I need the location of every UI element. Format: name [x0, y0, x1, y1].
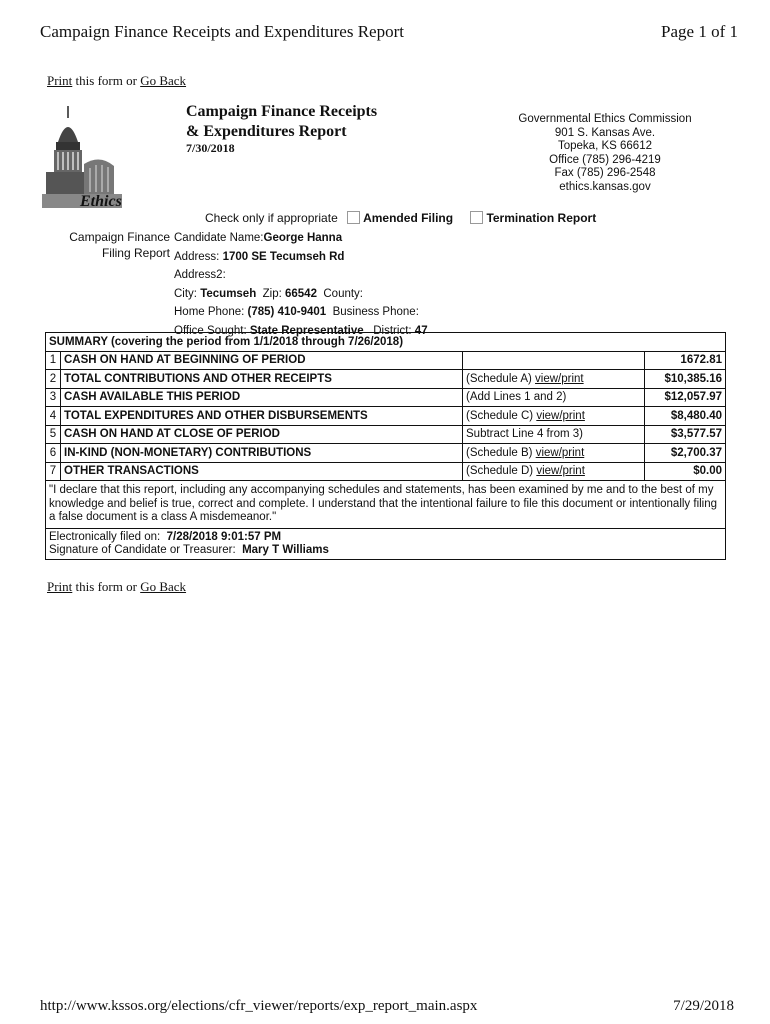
declaration-text: "I declare that this report, including any accompanying schedules and statements, has been examined by me and to the best of my knowledge and belief is true, correct and complete. I understand that the intentional failure to file this document or intentionally filing a false document is a class A misdemeanor."	[46, 481, 726, 529]
browser-print-footer-url: http://www.kssos.org/elections/cfr_viewer/reports/exp_report_main.aspx	[40, 998, 478, 1014]
candidate-name-label: Candidate Name:	[174, 232, 264, 244]
filing-signature-block	[46, 528, 726, 559]
summary-line-amount: 1672.81	[645, 351, 726, 370]
summary-line-reference	[463, 444, 645, 463]
agency-address-block	[500, 113, 710, 194]
browser-print-footer-date: 7/29/2018	[673, 998, 734, 1014]
candidate-city: Tecumseh	[200, 287, 257, 300]
side-label-line-2: Filing Report	[101, 246, 170, 260]
county-label: County:	[323, 287, 364, 300]
summary-header-row	[46, 333, 726, 352]
browser-print-page-number: Page 1 of 1	[661, 22, 738, 41]
report-date: 7/30/2018	[186, 141, 235, 155]
print-nav-bottom	[47, 579, 186, 595]
side-label-line-1: Campaign Finance	[69, 230, 170, 244]
summary-line-amount: $10,385.16	[645, 370, 726, 389]
summary-line-reference	[463, 388, 645, 407]
report-title	[186, 102, 377, 142]
schedule-reference-text: (Add Lines 1 and 2)	[466, 391, 567, 404]
view-print-link[interactable]: view/print	[535, 446, 585, 459]
filing-type-row	[205, 211, 596, 225]
candidate-name-row	[174, 229, 428, 248]
view-print-link[interactable]: view/print	[536, 465, 585, 478]
business-phone-label: Business Phone:	[332, 306, 419, 319]
schedule-reference-text: (Schedule C)	[466, 409, 537, 422]
candidate-zip: 66542	[285, 287, 317, 300]
summary-line-reference	[463, 462, 645, 481]
summary-line-amount: $0.00	[645, 462, 726, 481]
filing-report-side-label	[60, 229, 170, 261]
filed-on-line	[49, 531, 722, 544]
summary-row	[46, 388, 726, 407]
summary-row	[46, 351, 726, 370]
candidate-city-row	[174, 285, 428, 304]
summary-line-number: 4	[46, 407, 61, 426]
print-nav-text-bottom: this form or	[72, 579, 141, 594]
candidate-home-phone: (785) 410-9401	[247, 306, 327, 319]
summary-line-description: CASH ON HAND AT CLOSE OF PERIOD	[61, 425, 463, 444]
candidate-address: 1700 SE Tecumseh Rd	[222, 250, 345, 263]
summary-table	[45, 332, 726, 560]
summary-line-description: CASH ON HAND AT BEGINNING OF PERIOD	[61, 351, 463, 370]
view-print-link[interactable]: view/print	[536, 409, 585, 422]
signature-value: Mary T Williams	[242, 543, 329, 556]
termination-report-checkbox[interactable]	[470, 211, 483, 224]
seal-ethics-text: Ethics	[80, 193, 122, 210]
summary-row	[46, 370, 726, 389]
summary-header: SUMMARY (covering the period from 1/1/2018 through 7/26/2018)	[46, 333, 726, 352]
candidate-office: State Representative	[249, 324, 364, 337]
summary-line-description: CASH AVAILABLE THIS PERIOD	[61, 388, 463, 407]
summary-line-number: 5	[46, 425, 61, 444]
district-label: District:	[373, 324, 412, 337]
address-label: Address:	[174, 250, 220, 263]
agency-office-phone: Office (785) 296-4219	[549, 153, 661, 166]
amended-filing-label: Amended Filing	[363, 211, 454, 225]
summary-line-number: 7	[46, 462, 61, 481]
candidate-name: George Hanna	[263, 232, 343, 244]
summary-line-description: TOTAL CONTRIBUTIONS AND OTHER RECEIPTS	[61, 370, 463, 389]
summary-line-number: 6	[46, 444, 61, 463]
summary-row	[46, 462, 726, 481]
agency-name: Governmental Ethics Commission	[518, 113, 692, 125]
candidate-phone-row	[174, 303, 428, 322]
filed-row	[46, 528, 726, 559]
agency-city: Topeka, KS 66612	[558, 140, 652, 152]
agency-fax: Fax (785) 296-2548	[554, 167, 656, 179]
filed-on-label: Electronically filed on:	[49, 530, 161, 543]
print-nav-top	[47, 73, 186, 89]
summary-line-reference	[463, 351, 645, 370]
go-back-link[interactable]: Go Back	[140, 73, 187, 88]
summary-row	[46, 407, 726, 426]
report-title-line-1: Campaign Finance Receipts	[186, 103, 378, 120]
print-link[interactable]: Print	[47, 73, 73, 88]
schedule-reference-text: (Schedule B)	[466, 446, 536, 459]
office-label: Office Sought:	[174, 324, 247, 337]
summary-line-reference	[463, 370, 645, 389]
summary-line-description: IN-KIND (NON-MONETARY) CONTRIBUTIONS	[61, 444, 463, 463]
declaration-row	[46, 481, 726, 529]
summary-line-amount: $12,057.97	[645, 388, 726, 407]
agency-street: 901 S. Kansas Ave.	[554, 126, 656, 139]
agency-website: ethics.kansas.gov	[559, 180, 651, 193]
candidate-info-block	[174, 229, 428, 341]
signature-line	[49, 544, 722, 557]
print-link-bottom[interactable]: Print	[47, 579, 73, 594]
candidate-address2-row	[174, 266, 428, 285]
summary-line-reference	[463, 407, 645, 426]
summary-line-description: TOTAL EXPENDITURES AND OTHER DISBURSEMENTS	[61, 407, 463, 426]
summary-line-amount: $8,480.40	[645, 407, 726, 426]
address2-label: Address2:	[174, 269, 226, 282]
capitol-dome-icon	[38, 102, 158, 212]
signature-label: Signature of Candidate or Treasurer:	[49, 543, 236, 556]
summary-row	[46, 425, 726, 444]
schedule-reference-text: (Schedule A)	[466, 372, 536, 385]
summary-line-number: 1	[46, 351, 61, 370]
check-label: Check only if appropriate	[205, 211, 338, 225]
summary-line-amount: $3,577.57	[645, 425, 726, 444]
schedule-reference-text: Subtract Line 4 from 3)	[466, 428, 583, 441]
summary-line-description: OTHER TRANSACTIONS	[61, 462, 463, 481]
filed-on-value: 7/28/2018 9:01:57 PM	[166, 530, 282, 543]
report-title-line-2: & Expenditures Report	[186, 123, 347, 140]
print-nav-text: this form or	[72, 73, 141, 88]
summary-line-reference	[463, 425, 645, 444]
summary-line-amount: $2,700.37	[645, 444, 726, 463]
schedule-reference-text: (Schedule D)	[466, 465, 537, 478]
candidate-district: 47	[414, 324, 428, 337]
view-print-link[interactable]: view/print	[535, 372, 584, 385]
city-label: City:	[174, 287, 197, 300]
summary-line-number: 3	[46, 388, 61, 407]
summary-row	[46, 444, 726, 463]
summary-line-number: 2	[46, 370, 61, 389]
candidate-address-row	[174, 248, 428, 267]
home-phone-label: Home Phone:	[174, 306, 245, 319]
kansas-capitol-seal-logo	[38, 102, 158, 212]
browser-print-header-title: Campaign Finance Receipts and Expenditures Report	[40, 22, 404, 41]
termination-report-label: Termination Report	[486, 211, 597, 225]
amended-filing-checkbox[interactable]	[347, 211, 360, 224]
zip-label: Zip:	[262, 287, 282, 300]
go-back-link-bottom[interactable]: Go Back	[140, 579, 187, 594]
